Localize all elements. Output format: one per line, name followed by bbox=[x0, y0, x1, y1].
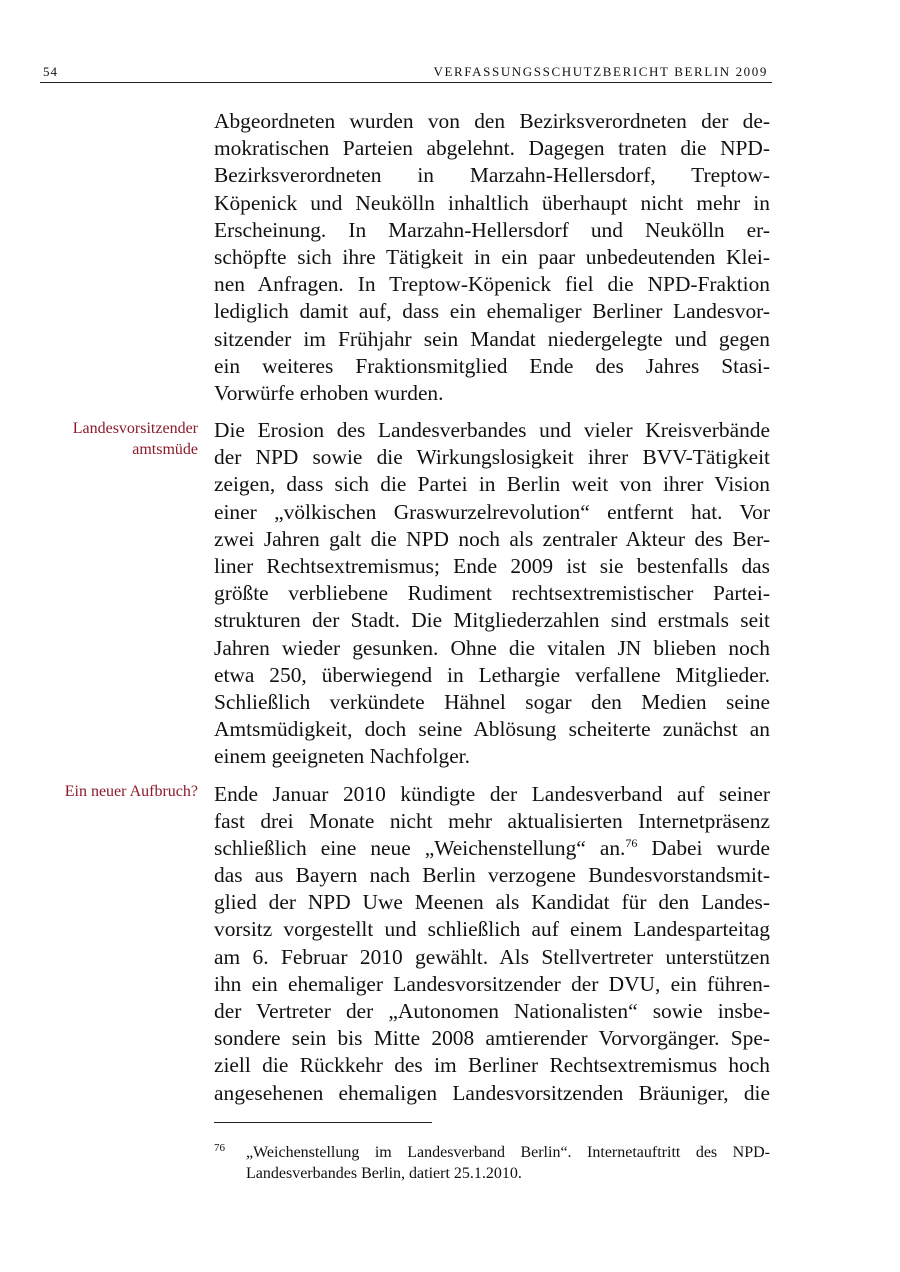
text-line: liner Rechtsextremismus; Ende 2009 ist sie bestenfalls das bbox=[214, 554, 770, 578]
text-line: ein weiteres Fraktionsmitglied Ende des Jahres Stasi- bbox=[214, 353, 770, 378]
footnote-number: 76 bbox=[214, 1142, 225, 1154]
text-line: Bezirksverordneten in Marzahn-Hellersdorf, Treptow- bbox=[214, 163, 770, 188]
text-line: Erscheinung. In Marzahn-Hellersdorf und Neukölln er- bbox=[214, 217, 770, 242]
text-line: Schließlich verkündete Hähnel sogar den Medien seine bbox=[214, 689, 770, 714]
footnote-reference[interactable]: 76 bbox=[625, 835, 638, 850]
text-line: am 6. Februar 2010 gewählt. Als Stellvertreter unterstützen bbox=[214, 944, 770, 969]
footnote-76 bbox=[214, 1142, 770, 1184]
text-line: vorsitz vorgestellt und schließlich auf einem Landesparteitag bbox=[214, 917, 770, 942]
text-line: größte verbliebene Rudiment rechtsextremistischer Partei- bbox=[214, 581, 770, 606]
text-line: einem geeigneten Nachfolger. bbox=[214, 744, 470, 769]
paragraph-1 bbox=[214, 108, 770, 407]
text-line: zeigen, dass sich die Partei in Berlin weit von ihrer Vision bbox=[214, 472, 770, 497]
footnote-line: Landesverbandes Berlin, datiert 25.1.2010. bbox=[246, 1165, 522, 1182]
margin-note-line: amtsmüde bbox=[132, 441, 198, 458]
text-line: das aus Bayern nach Berlin verzogene Bundesvorstandsmit- bbox=[214, 863, 770, 888]
text-line: Amtsmüdigkeit, doch seine Ablösung scheiterte zunächst an bbox=[214, 717, 770, 742]
text-line: der NPD sowie die Wirkungslosigkeit ihrer BVV-Tätigkeit bbox=[214, 445, 770, 470]
text-line: Abgeordneten wurden von den Bezirksverordneten der de- bbox=[214, 109, 770, 133]
text-line: ihn ein ehemaliger Landesvorsitzender der DVU, ein führen- bbox=[214, 971, 770, 996]
text-line: Vorwürfe erhoben wurden. bbox=[214, 380, 444, 405]
text-line: nen Anfragen. In Treptow-Köpenick fiel die NPD-Fraktion bbox=[214, 272, 770, 297]
margin-note-landesvorsitzender bbox=[73, 418, 198, 460]
page-header bbox=[40, 62, 772, 83]
text-line: der Vertreter der „Autonomen Nationalisten“ sowie insbe- bbox=[214, 999, 770, 1023]
footnote-line: „Weichenstellung im Landesverband Berlin“. Internetauftritt des NPD- bbox=[246, 1144, 770, 1161]
main-text bbox=[214, 108, 770, 1117]
text-line: Jahren wieder gesunken. Ohne die vitalen JN blieben noch bbox=[214, 635, 770, 660]
paragraph-2 bbox=[214, 417, 770, 770]
text-line: strukturen der Stadt. Die Mitgliederzahlen sind erstmals seit bbox=[214, 608, 770, 633]
text-line: Ende Januar 2010 kündigte der Landesverband auf seiner bbox=[214, 781, 770, 806]
text-segment: Dabei wurde bbox=[637, 835, 770, 860]
text-line: ziell die Rückkehr des im Berliner Rechtsextremismus hoch bbox=[214, 1053, 770, 1078]
text-line bbox=[214, 835, 770, 862]
text-line: glied der NPD Uwe Meenen als Kandidat für den Landes- bbox=[214, 890, 770, 915]
text-line: Köpenick und Neukölln inhaltlich überhaupt nicht mehr in bbox=[214, 190, 770, 215]
footnote-separator bbox=[214, 1122, 432, 1123]
text-line: einer „völkischen Graswurzelrevolution“ entfernt hat. Vor bbox=[214, 499, 770, 524]
paragraph-3 bbox=[214, 781, 770, 1107]
text-line: Die Erosion des Landesverbandes und vieler Kreisverbände bbox=[214, 418, 770, 443]
text-line: sondere sein bis Mitte 2008 amtierender Vorvorgänger. Spe- bbox=[214, 1026, 770, 1051]
text-line: zwei Jahren galt die NPD noch als zentraler Akteur des Ber- bbox=[214, 526, 770, 551]
text-line: lediglich damit auf, dass ein ehemaliger Berliner Landesvor- bbox=[214, 299, 770, 324]
text-line: sitzender im Frühjahr sein Mandat niedergelegte und gegen bbox=[214, 326, 770, 351]
text-line: etwa 250, überwiegend in Lethargie verfallene Mitglieder. bbox=[214, 662, 770, 687]
text-line: mokratischen Parteien abgelehnt. Dagegen traten die NPD- bbox=[214, 136, 770, 161]
page-number: 54 bbox=[43, 64, 58, 79]
text-line: schöpfte sich ihre Tätigkeit in ein paar unbedeutenden Klei- bbox=[214, 244, 770, 269]
margin-note-line: Landesvorsitzender bbox=[72, 420, 198, 437]
text-line: fast drei Monate nicht mehr aktualisierten Internetpräsenz bbox=[214, 808, 770, 833]
footnote-text bbox=[246, 1142, 770, 1184]
text-line: angesehenen ehemaligen Landesvorsitzenden Bräuniger, die bbox=[214, 1080, 770, 1105]
running-title: VERFASSUNGSSCHUTZBERICHT BERLIN 2009 bbox=[433, 64, 768, 79]
margin-note-aufbruch: Ein neuer Aufbruch? bbox=[64, 783, 198, 800]
text-segment: schließlich eine neue „Weichenstellung“ an. bbox=[214, 835, 626, 860]
